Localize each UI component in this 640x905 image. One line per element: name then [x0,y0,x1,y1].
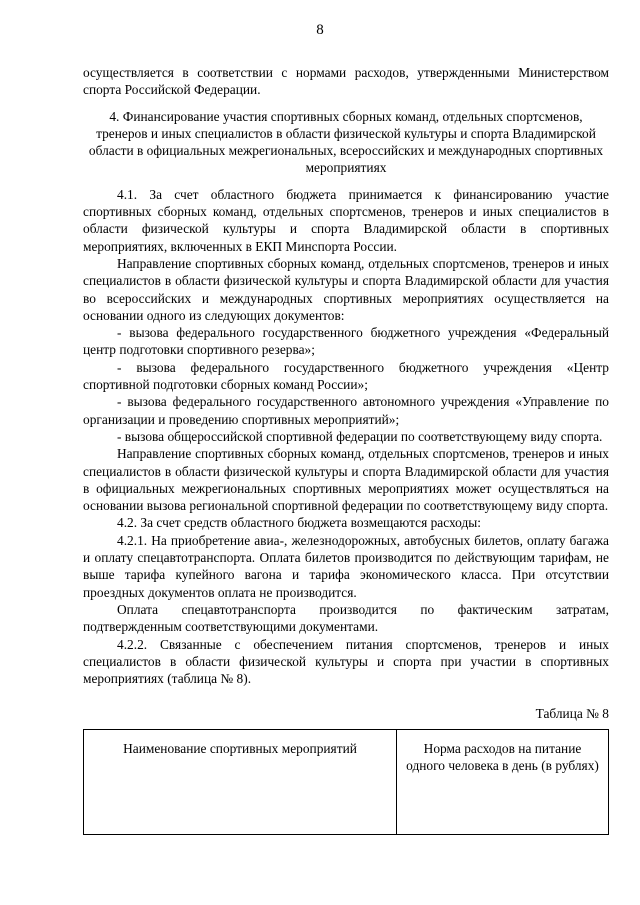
paragraph-special-transport: Оплата спецавтотранспорта производится по фактическим затратам, подтвержденным соответствующими документами. [83,601,609,635]
section-heading: 4. Финансирование участия спортивных сборных команд, отдельных спортсменов, тренеров и иных специалистов в области физической культуры и спорта Владимирской области в официальных межрегиональных, всероссийских и международных спортивных мероприятиях [88,108,604,176]
list-item: - вызова федерального государственного бюджетного учреждения «Центр спортивной подготовки сборных команд России»; [83,359,609,393]
document-body [83,64,609,835]
list-item: - вызова федерального государственного бюджетного учреждения «Федеральный центр подготовки спортивного резерва»; [83,325,609,358]
list-item: - вызова общероссийской спортивной федерации по соответствующему виду спорта. [117,428,603,444]
paragraph-direction-interregional: Направление спортивных сборных команд, отдельных спортсменов, тренеров и иных специалистов в области физической культуры и спорта Владимирской области для участия в официальных межрегиональных спортивных мероприятиях может осуществляться на основании вызова региональной спортивной федерации по соответствующему виду спорта. [83,446,609,514]
list-item: - вызова федерального государственного автономного учреждения «Управление по организации и проведению спортивных мероприятий»; [83,394,609,427]
table-header-cell: Наименование спортивных мероприятий [84,729,397,835]
paragraph-direction: Направление спортивных сборных команд, отдельных спортсменов, тренеров и иных специалистов в области физической культуры и спорта Владимирской области для участия во всероссийских и международных спортивных мероприятиях осуществляется на основании одного из следующих документов: [83,255,609,323]
table-caption: Таблица № 8 [535,706,609,722]
table-header-row [84,729,609,835]
paragraph-4-2-1: 4.2.1. На приобретение авиа-, железнодорожных, автобусных билетов, оплату багажа и оплату спецавтотранспорта. Оплата билетов производится по действующим тарифам, не выше тарифа купейного вагона и тарифа экономического класса. При отсутствии проездных документов оплата не производится. [83,532,609,600]
paragraph-4-2: 4.2. За счет средств областного бюджета возмещаются расходы: [117,515,482,531]
paragraph-4-2-2: 4.2.2. Связанные с обеспечением питания спортсменов, тренеров и иных специалистов в области физической культуры и спорта при участии в спортивных мероприятиях (таблица № 8). [83,636,609,687]
paragraph-continuation: осуществляется в соответствии с нормами расходов, утвержденными Министерством спорта Российской Федерации. [83,65,609,98]
page-number: 8 [316,22,324,38]
expense-table [83,729,609,836]
paragraph-4-1: 4.1. За счет областного бюджета принимается к финансированию участие спортивных сборных команд, отдельных спортсменов, тренеров и иных специалистов в области физической культуры и спорта Владимирской области в спортивных мероприятиях, включенных в ЕКП Минспорта России. [83,186,609,254]
table-header-cell: Норма расходов на питание одного человека в день (в рублях) [397,729,609,835]
